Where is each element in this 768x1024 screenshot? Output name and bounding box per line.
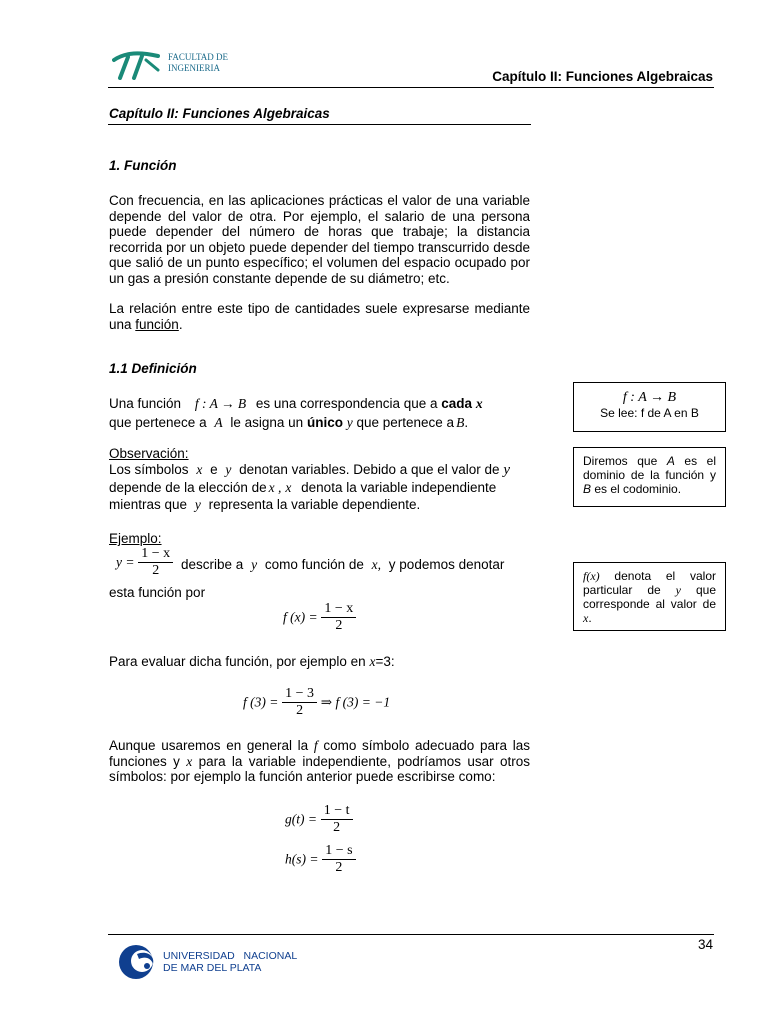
definition-line-1 xyxy=(109,396,530,412)
obs-text-4: denota la variable independiente xyxy=(301,480,497,495)
obs-text-5: mientras que xyxy=(109,497,188,512)
aunque-paragraph xyxy=(109,738,530,785)
ejemplo-label: Ejemplo: xyxy=(109,531,162,546)
university-logo xyxy=(117,942,157,982)
fx-lhs: f (x) = xyxy=(283,609,318,625)
obs-e: e xyxy=(210,462,218,477)
sidebox2-b: es el dominio de la función y xyxy=(583,454,716,482)
page-title: Capítulo II: Funciones Algebraicas xyxy=(109,106,330,121)
observacion-line-3 xyxy=(109,497,420,513)
fx-denominator: 2 xyxy=(335,618,343,633)
sidebox1-text: Se lee: f de A en B xyxy=(600,406,699,420)
example-equation xyxy=(116,546,173,579)
def-y: y xyxy=(346,415,353,430)
f3-denominator: 2 xyxy=(296,703,304,718)
hs-equation xyxy=(285,843,356,876)
sidebox3-fx: f(x) xyxy=(583,569,600,583)
obs-xc: x , xyxy=(268,480,282,495)
def-text-e: que pertenece a xyxy=(356,415,455,430)
obs-text-1: Los símbolos xyxy=(109,462,189,477)
hs-denominator: 2 xyxy=(335,860,343,875)
f3-equation xyxy=(243,686,390,719)
f3-lhs: f (3) = xyxy=(243,694,279,710)
gt-denominator: 2 xyxy=(333,820,341,835)
footer-rule xyxy=(108,934,714,935)
sidebox3-b: que corresponde al valor de xyxy=(583,583,717,611)
def-text-b: es una correspondencia que a xyxy=(255,396,438,411)
faculty-name xyxy=(168,52,228,74)
ej-denominator: 2 xyxy=(152,563,160,578)
section-heading-funcion: 1. Función xyxy=(109,158,177,173)
obs-y3: y xyxy=(194,497,201,512)
def-text-a: Una función xyxy=(109,396,182,411)
def-math: f : A → B xyxy=(194,396,247,411)
f3-numerator: 1 − 3 xyxy=(282,686,317,703)
def-text-c: que pertenece a xyxy=(109,415,207,430)
f3-rhs: ⇒ f (3) = −1 xyxy=(320,694,391,710)
example-line-1 xyxy=(181,557,530,573)
gt-numerator: 1 − t xyxy=(321,803,353,820)
gt-equation xyxy=(285,803,353,836)
relation-text: La relación entre este tipo de cantidades suele expresarse mediante una xyxy=(109,301,530,332)
definition-line-2 xyxy=(109,415,468,431)
eval-text-b: =3: xyxy=(375,654,395,669)
sidebox3-c: . xyxy=(588,611,592,625)
aun-f: f xyxy=(313,738,318,753)
def-B: B xyxy=(456,415,465,430)
example-line-2: esta función por xyxy=(109,585,206,600)
def-A: A xyxy=(214,415,223,430)
section-heading-definicion: 1.1 Definición xyxy=(109,361,197,376)
observacion-label: Observación: xyxy=(109,446,189,461)
eval-text-a: Para evaluar dicha función, por ejemplo en xyxy=(109,654,366,669)
faculty-line-1: FACULTAD DE xyxy=(168,52,229,62)
gt-lhs: g(t) = xyxy=(285,811,317,827)
ej-text-2: como función de xyxy=(264,557,364,572)
gt-fraction xyxy=(321,803,353,836)
university-name xyxy=(163,950,297,974)
ej-numerator: 1 − x xyxy=(138,546,173,563)
intro-paragraph: Con frecuencia, en las aplicaciones prácticas el valor de una variable depende del valor de otra. Por ejemplo, el salario de una persona puede depender del número de horas que trabaje; la distancia recorrida por un objeto puede depender del tiempo transcurrido desde que salió de un punto específico; el volumen del espacio ocupado por un gas a presión constante depende de su diámetro; etc. xyxy=(109,193,530,286)
def-text-f: . xyxy=(464,415,469,430)
university-line-1: UNIVERSIDAD NACIONAL xyxy=(163,950,298,962)
ej-text-1: describe a xyxy=(181,557,244,572)
page-number: 34 xyxy=(697,937,713,952)
obs-x2: x xyxy=(285,480,292,495)
relation-paragraph xyxy=(109,301,530,332)
def-text-d: le asigna un xyxy=(230,415,304,430)
obs-y2: y xyxy=(503,462,510,478)
obs-text-6: representa la variable dependiente. xyxy=(208,497,421,512)
evaluate-line xyxy=(109,654,395,670)
obs-text-2: denotan variables. Debido a que el valor de xyxy=(239,462,500,477)
f3-fraction xyxy=(282,686,317,719)
ej-lhs: y = xyxy=(116,554,135,570)
title-rule xyxy=(108,124,531,125)
ej-fraction xyxy=(138,546,173,579)
ej-text-3: y podemos denotar xyxy=(388,557,505,572)
faculty-logo xyxy=(112,48,160,80)
obs-x: x xyxy=(196,462,203,477)
sidebox2-c: es el codominio. xyxy=(591,482,682,496)
header-chapter: Capítulo II: Funciones Algebraicas xyxy=(492,69,713,84)
sidebox-domain xyxy=(573,447,726,507)
def-cada: cada xyxy=(441,396,473,411)
ej-y: y xyxy=(251,557,258,572)
sidebox3-a: denota el valor particular de xyxy=(583,569,716,597)
sidebox3-y: y xyxy=(675,583,681,597)
fx-equation xyxy=(283,601,356,634)
sidebox2-B: B xyxy=(583,482,592,496)
relation-end: . xyxy=(178,316,183,332)
aun-text-2: como símbolo adecuado para las funciones y xyxy=(109,738,530,769)
ej-x: x, xyxy=(371,557,382,572)
funcion-term: función xyxy=(135,316,179,332)
university-line-2: DE MAR DEL PLATA xyxy=(163,962,262,974)
fx-fraction xyxy=(321,601,356,634)
obs-y: y xyxy=(225,462,232,477)
aun-text-1: Aunque usaremos en general la xyxy=(109,738,309,753)
sidebox-definition xyxy=(573,382,726,432)
fx-numerator: 1 − x xyxy=(321,601,356,618)
observacion-line-1 xyxy=(109,462,530,479)
hs-fraction xyxy=(322,843,355,876)
def-x: x xyxy=(475,396,483,411)
header-rule xyxy=(108,87,714,88)
aun-x: x xyxy=(186,753,193,769)
sidebox3-x: x xyxy=(583,611,589,625)
hs-numerator: 1 − s xyxy=(322,843,355,860)
sidebox1-math: f : A → B xyxy=(622,390,677,405)
sidebox-fx xyxy=(573,562,726,631)
def-unico: único xyxy=(306,415,343,430)
observacion-line-2 xyxy=(109,480,530,496)
eval-x: x xyxy=(369,654,376,669)
sidebox2-A: A xyxy=(666,454,675,468)
aun-text-3: para la variable independiente, podríamos usar otros símbolos: por ejemplo la función anterior puede escribirse como: xyxy=(109,753,530,785)
obs-text-3: depende de la elección de xyxy=(109,480,267,495)
faculty-line-2: INGENIERIA xyxy=(168,63,220,73)
hs-lhs: h(s) = xyxy=(285,851,319,867)
sidebox2-a: Diremos que xyxy=(583,454,667,468)
